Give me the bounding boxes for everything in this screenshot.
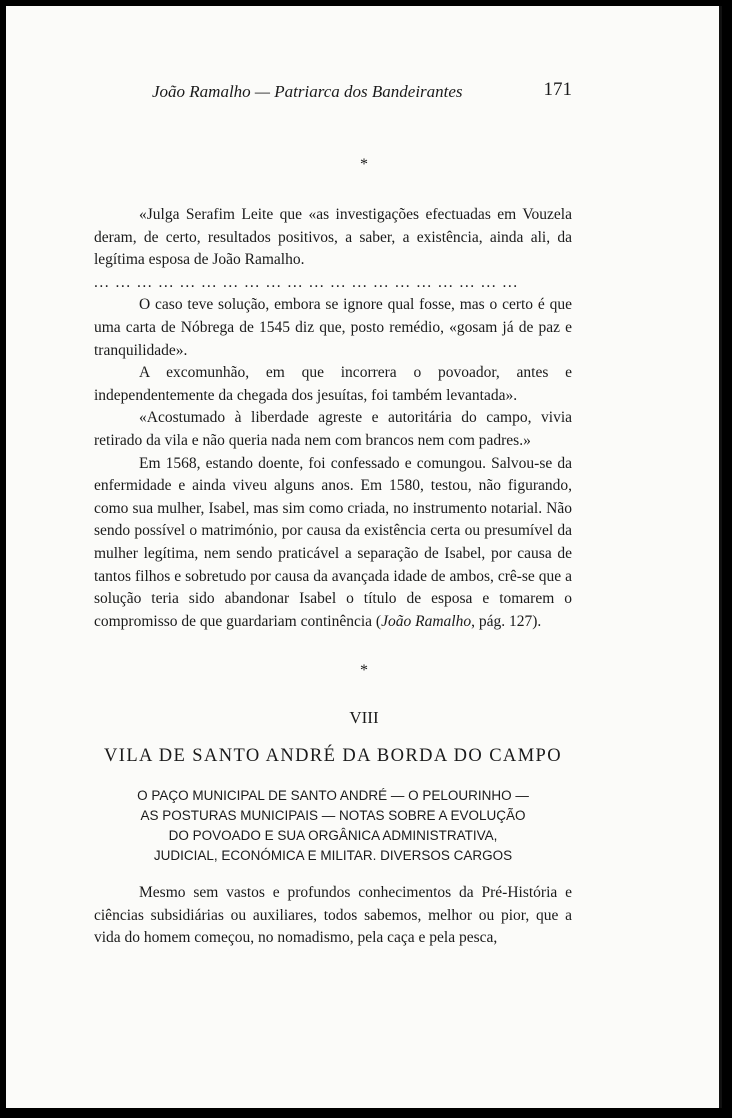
page-number: 171 [543,79,572,100]
chapter-body [94,882,572,950]
quote-paragraph-5 [94,453,572,634]
citation-open: ( [375,612,382,630]
running-title: João Ramalho — Patriarca dos Bandeirantes [152,82,463,101]
section-separator-mid: * [360,662,368,679]
body-paragraph: Mesmo sem vastos e profundos conhecimentos da Pré-História e ciências subsidiárias ou auxiliares, todos sabemos, melhor ou pior, que a vida do homem começou, no nomadismo, pela caça e pela pesca, [94,884,572,947]
ellipsis-line: ... ... ... ... ... ... ... ... ... ... ... ... ... ... ... ... ... ... ... ... [94,273,519,291]
running-header [152,79,572,102]
quote-paragraph-1: «Julga Serafim Leite que «as investigações efectuadas em Vouzela deram, de certo, resultados positivos, a saber, a existência, ainda ali, da legítima esposa de João Ramalho. [94,206,572,269]
citation-rest: , pág. 127). [471,612,542,630]
section-separator-top: * [360,156,368,173]
chapter-number: VIII [349,708,379,727]
subtitle-line: DO POVOADO E SUA ORGÂNICA ADMINISTRATIVA, [168,828,498,843]
quote-paragraph-3: A excomunhão, em que incorrera o povoador, antes e independentemente da chegada dos jesuítas, foi também levantada». [94,364,572,404]
quote-paragraph-2: O caso teve solução, embora se ignore qual fosse, mas o certo é que uma carta de Nóbrega de 1545 diz que, posto remédio, «gosam já de paz e tranquilidade». [94,296,572,359]
quote-block [94,204,572,633]
book-page [6,6,722,1108]
citation-title: João Ramalho [381,612,472,630]
quote-paragraph-4: «Acostumado à liberdade agreste e autoritária do campo, vivia retirado da vila e não queria nada nem com brancos nem com padres.» [94,409,572,449]
subtitle-line: O PAÇO MUNICIPAL DE SANTO ANDRÉ — O PELOURINHO — [137,788,529,803]
paragraph-5-text: Em 1568, estando doente, foi confessado e comungou. Salvou-se da enfermidade e ainda viveu alguns anos. Em 1580, testou, não figurando, como sua mulher, Isabel, mas sim como criada, no instrumento notarial. Não sendo possível o matrimónio, por causa da existência certa ou presumível da mulher legítima, nem sendo praticável a separação de Isabel, por causa de tantos filhos e sobretudo por causa da avançada idade de ambos, crê-se que a solução teria sido abandonar Isabel o título de esposa e tomarem o compromisso de que guardariam continência [94,454,572,630]
chapter-subtitle [94,786,572,866]
chapter-title: VILA DE SANTO ANDRÉ DA BORDA DO CAMPO [104,746,562,766]
subtitle-line: JUDICIAL, ECONÓMICA E MILITAR. DIVERSOS CARGOS [153,848,513,863]
subtitle-line: AS POSTURAS MUNICIPAIS — NOTAS SOBRE A EVOLUÇÃO [140,808,526,823]
